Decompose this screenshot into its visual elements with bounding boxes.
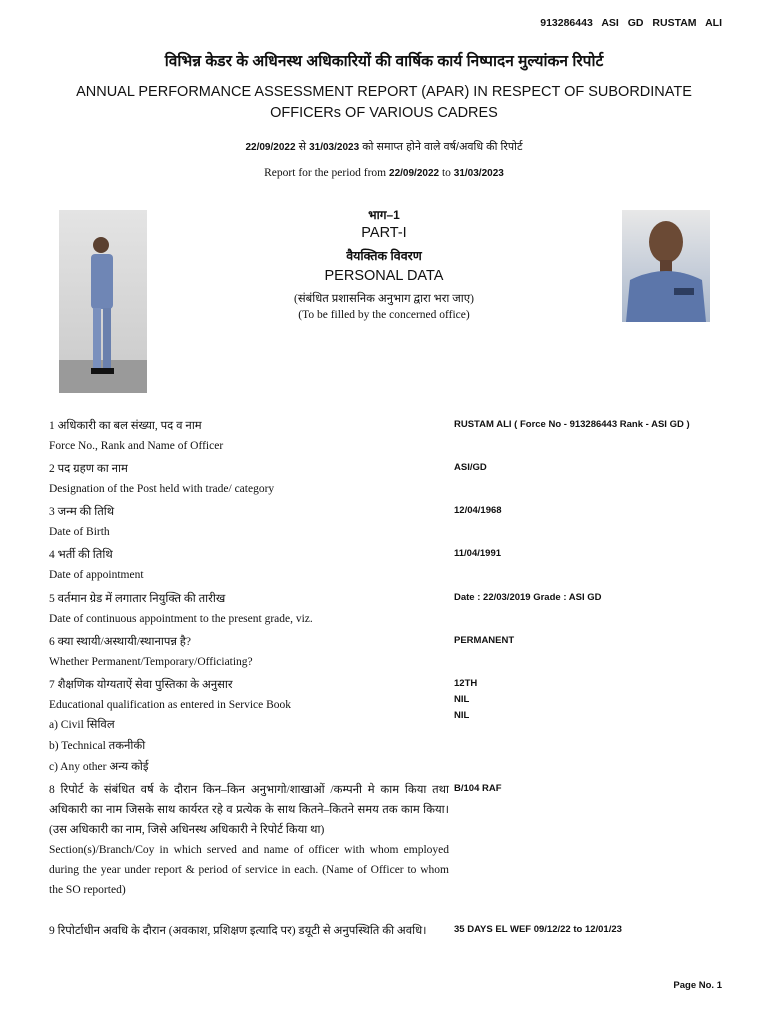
item-designation — [49, 459, 449, 499]
item-section-branch-coy — [49, 780, 449, 900]
qualification-other: c) Any other अन्य कोई — [49, 761, 149, 773]
full-photo-figure — [59, 210, 147, 393]
period-hindi-se: से — [298, 141, 307, 153]
item-question-english: Designation of the Post held with trade/ category — [49, 483, 275, 495]
part-hindi-label: भाग–1 — [368, 208, 400, 222]
item-question-hindi: 8 रिपोर्ट के संबंधित वर्ष के दौरान किन–किन अनुभागो/शाखाओं /कम्पनी मे काम किया तथा अधिकारी का नाम जिसके साथ कार्यरत रहे व प्रत्येक के साथ कितने–कितने समय तक काम किया। (उस अधिकारी का नाम, जिसे अधिनस्थ अधिकारी ने रिपोर्ट किया था) — [49, 784, 449, 836]
section-heading-hindi: वैयक्तिक विवरण — [346, 249, 422, 263]
item-question-hindi: 5 वर्तमान ग्रेड में लगातार नियुक्ति की तारीख — [49, 593, 226, 605]
item-value-force-no-rank-name: RUSTAM ALI ( Force No - 913286443 Rank - ASI GD ) — [454, 419, 690, 430]
item-question-english: Date of Birth — [49, 526, 110, 538]
item-question-english: Date of continuous appointment to the present grade, viz. — [49, 613, 313, 625]
item-question-hindi: 6 क्या स्थायी/अस्थायी/स्थानापन्न है? — [49, 636, 192, 648]
officer-portrait-photo — [622, 210, 710, 322]
period-line-hindi — [0, 139, 768, 154]
item-educational-qualification — [49, 675, 449, 778]
header-name: RUSTAM ALI — [652, 17, 722, 29]
item-value-designation: ASI/GD — [454, 462, 487, 473]
item-question-hindi: 1 अधिकारी का बल संख्या, पद व नाम — [49, 420, 202, 432]
qualification-value-civil: 12TH — [454, 678, 478, 689]
header-officer-id — [540, 17, 722, 29]
header-force-no: 913286443 — [540, 17, 593, 29]
page-number: Page No. 1 — [673, 980, 722, 991]
item-question-hindi: 3 जन्म की तिथि — [49, 506, 115, 518]
qualification-value-other: NIL — [454, 710, 470, 721]
officer-full-photo — [59, 210, 147, 393]
period-en-to: 31/03/2023 — [453, 168, 504, 179]
item-value-qualification — [454, 676, 744, 724]
item-question-english: Educational qualification as entered in Service Book — [49, 699, 292, 711]
portrait-figure — [622, 210, 710, 322]
item-question-english: Section(s)/Branch/Coy in which served and name of officer with whom employed during the year under report & period of service in each. (Name of Officer to whom the SO reported) — [49, 844, 449, 896]
item-value-absence-period: 35 DAYS EL WEF 09/12/22 to 12/01/23 — [454, 924, 622, 935]
item-permanent-status — [49, 632, 449, 672]
item-question-english: Force No., Rank and Name of Officer — [49, 440, 224, 452]
item-question-hindi: 2 पद ग्रहण का नाम — [49, 463, 128, 475]
qualification-civil: a) Civil सिविल — [49, 719, 115, 731]
item-date-of-birth — [49, 502, 449, 542]
item-value-permanent-status: PERMANENT — [454, 635, 515, 646]
period-from-date: 22/09/2022 — [245, 142, 296, 153]
fill-note-english: (To be filled by the concerned office) — [298, 309, 470, 321]
item-question-english: Whether Permanent/Temporary/Officiating? — [49, 656, 253, 668]
item-value-date-of-birth: 12/04/1968 — [454, 505, 502, 516]
item-question-hindi: 7 शैक्षणिक योग्यताऐं सेवा पुस्तिका के अनुसार — [49, 679, 233, 691]
period-to-date: 31/03/2023 — [309, 142, 360, 153]
part-heading — [234, 206, 534, 321]
item-value-continuous-appointment: Date : 22/03/2019 Grade : ASI GD — [454, 592, 602, 603]
header-rank: ASI GD — [601, 17, 644, 29]
period-en-prefix: Report for the period from — [264, 167, 387, 179]
item-date-of-appointment — [49, 545, 449, 585]
item-value-section-branch-coy: B/104 RAF — [454, 783, 502, 794]
title-hindi: विभिन्न केडर के अधिनस्थ अधिकारियों की वार्षिक कार्य निष्पादन मुल्यांकन रिपोर्ट — [164, 53, 604, 70]
item-continuous-appointment — [49, 589, 449, 629]
period-en-from: 22/09/2022 — [389, 168, 440, 179]
qualification-value-technical: NIL — [454, 694, 470, 705]
item-question-hindi: 9 रिपोर्टाधीन अवधि के दौरान (अवकाश, प्रशिक्षण इत्यादि पर) डयूटी से अनुपस्थिति की अवधि। — [49, 925, 427, 937]
section-heading-english: PERSONAL DATA — [324, 268, 444, 284]
period-hindi-suffix: को समाप्त होने वाले वर्ष/अवधि की रिपोर्ट — [362, 141, 523, 153]
part-english-label: PART-I — [361, 225, 407, 241]
period-en-to-word: to — [441, 167, 451, 179]
period-line-english — [0, 167, 768, 179]
item-absence-period — [49, 921, 449, 941]
qualification-technical: b) Technical तकनीकी — [49, 740, 146, 752]
item-question-hindi: 4 भर्ती की तिथि — [49, 549, 113, 561]
item-force-no-rank-name — [49, 416, 449, 456]
title-english: ANNUAL PERFORMANCE ASSESSMENT REPORT (APAR) IN RESPECT OF SUBORDINATE OFFICERs OF VARIOUS CADRES — [76, 84, 692, 121]
item-question-english: Date of appointment — [49, 569, 144, 581]
item-value-date-of-appointment: 11/04/1991 — [454, 548, 502, 559]
fill-note-hindi: (संबंधित प्रशासनिक अनुभाग द्वारा भरा जाए) — [294, 293, 474, 305]
